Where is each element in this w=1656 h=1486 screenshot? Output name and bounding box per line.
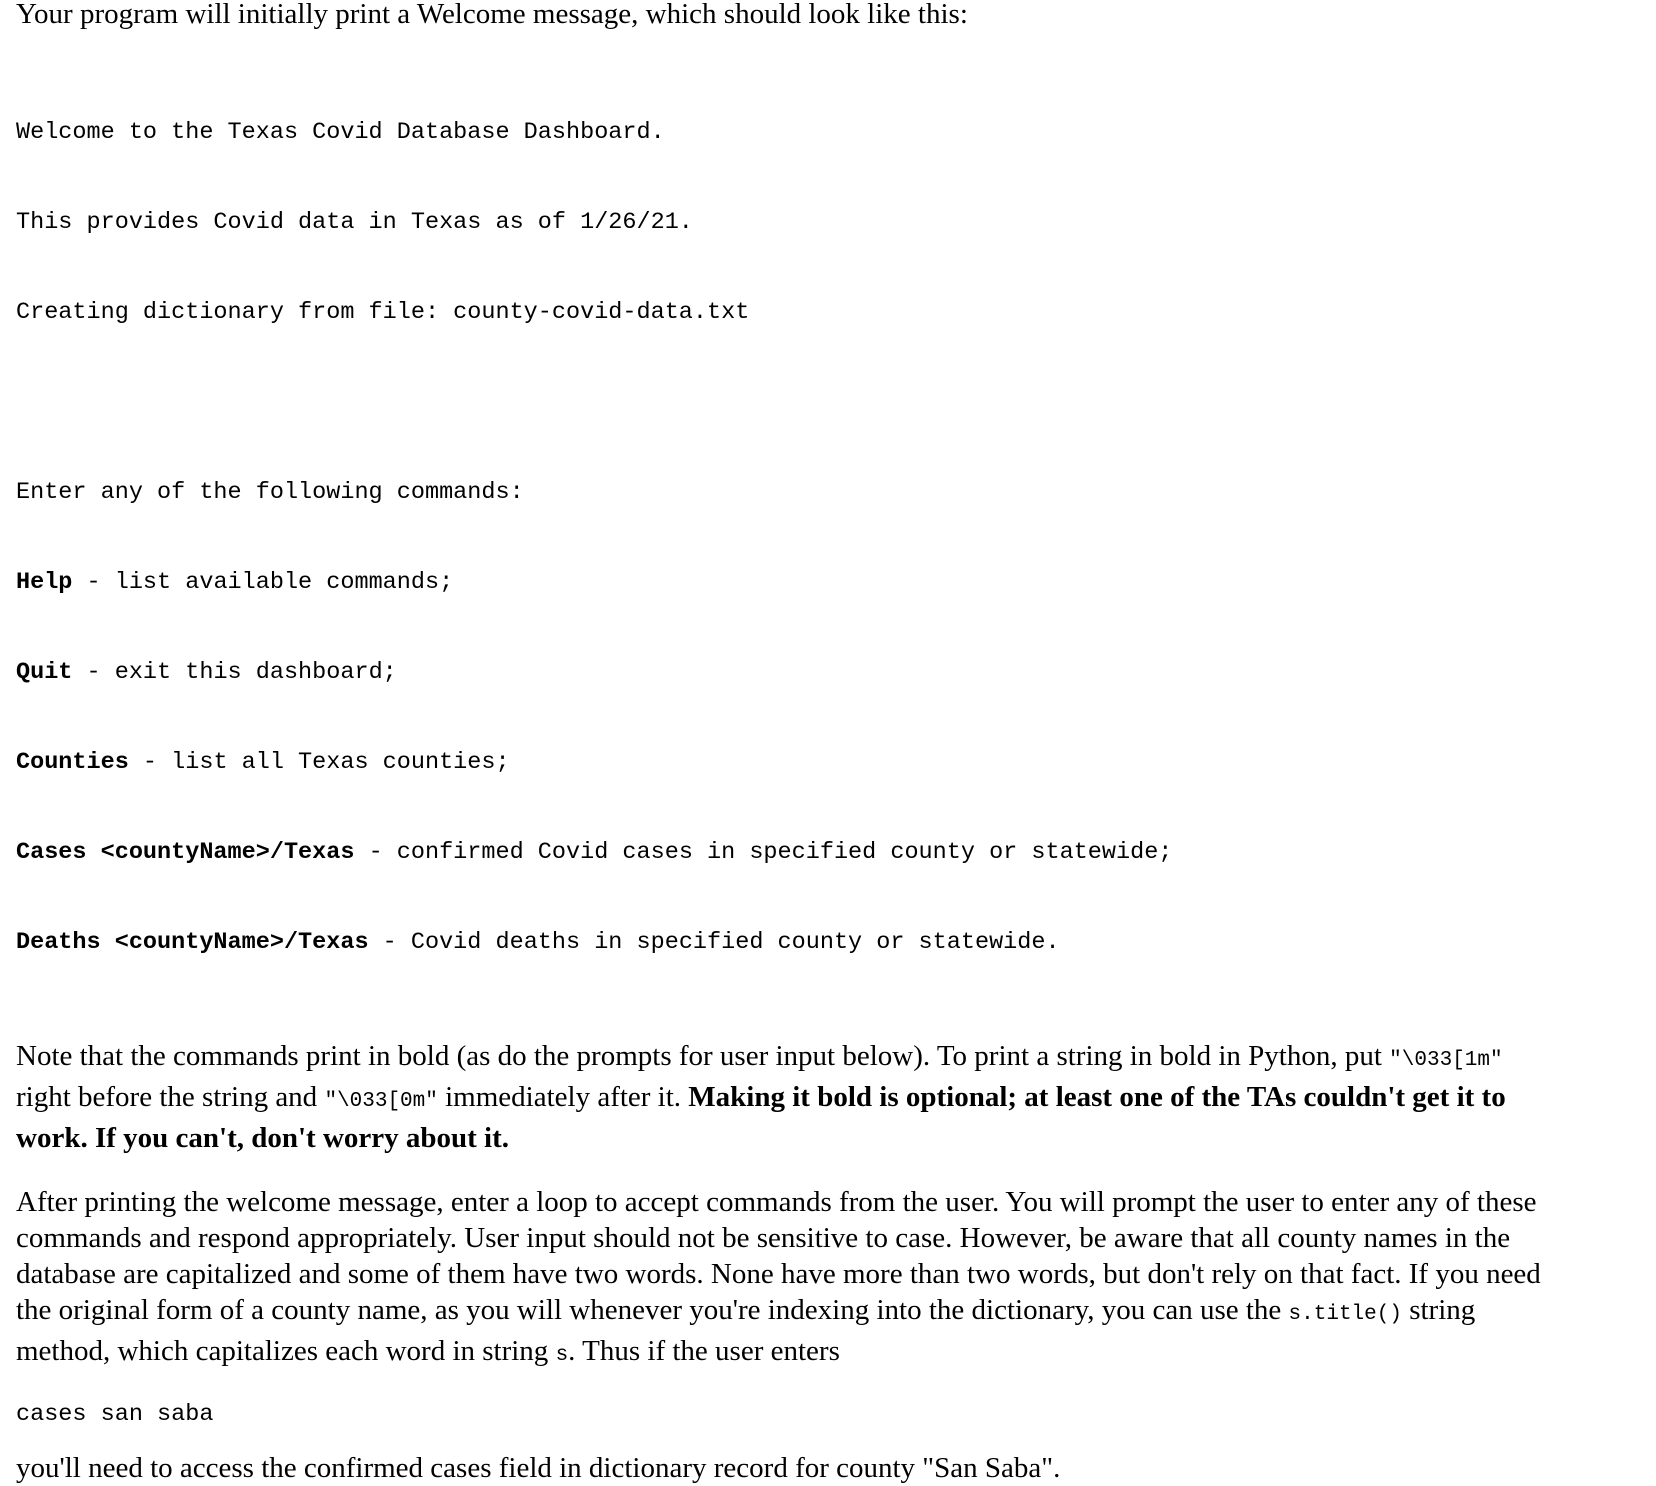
loop-text: . Thus if the user enters bbox=[568, 1335, 840, 1367]
command-name: Quit bbox=[16, 659, 73, 686]
command-desc: - exit this dashboard; bbox=[72, 659, 397, 686]
command-counties bbox=[16, 748, 1652, 778]
inline-code: s.title() bbox=[1288, 1303, 1402, 1326]
welcome-line: Welcome to the Texas Covid Database Dashboard. bbox=[16, 119, 665, 146]
command-cases bbox=[16, 838, 1652, 868]
inline-code: "\033[0m" bbox=[324, 1090, 438, 1113]
command-desc: - list all Texas counties; bbox=[128, 749, 510, 776]
closing-text: you'll need to access the confirmed cases field in dictionary record for county "San Saba". bbox=[16, 1452, 1061, 1484]
commands-header: Enter any of the following commands: bbox=[16, 479, 524, 506]
example-input: cases san saba bbox=[16, 1401, 214, 1428]
note-text: right before the string and bbox=[16, 1081, 325, 1113]
command-desc: - confirmed Covid cases in specified county or statewide; bbox=[354, 839, 1173, 866]
command-quit bbox=[16, 658, 1652, 688]
command-deaths bbox=[16, 928, 1652, 958]
blank-line bbox=[16, 388, 1652, 418]
command-name: Counties bbox=[16, 749, 129, 776]
command-name: Deaths <countyName>/Texas bbox=[16, 929, 369, 956]
welcome-message-block bbox=[16, 58, 1652, 1018]
note-text: Note that the commands print in bold (as do the prompts for user input below). To print a string in bold in Python, put bbox=[16, 1040, 1390, 1072]
note-paragraph bbox=[16, 1038, 1556, 1156]
command-help bbox=[16, 568, 1652, 598]
loop-text: string method, which capitalizes each word in string bbox=[16, 1294, 1476, 1367]
command-name: Help bbox=[16, 569, 73, 596]
inline-code: "\033[1m" bbox=[1389, 1049, 1503, 1072]
loop-text: After printing the welcome message, enter a loop to accept commands from the user. You will prompt the user to enter any of these commands and respond appropriately. User input should not be sensitive to case. However, be aware that all county names in the database are capitalized and some of them have two words. None have more than two words, but don't rely on that fact. If you need the original form of a county name, as you will whenever you're indexing into the dictionary, you can use the bbox=[16, 1186, 1541, 1326]
command-name: Cases <countyName>/Texas bbox=[16, 839, 355, 866]
document-page bbox=[16, 0, 1652, 1486]
note-bold-text: Making it bold is optional; at least one of the TAs couldn't get it to work. If you can't, don't worry about it. bbox=[16, 1081, 1506, 1154]
welcome-line: Creating dictionary from file: county-covid-data.txt bbox=[16, 299, 750, 326]
intro-text: Your program will initially print a Welcome message, which should look like this: bbox=[16, 0, 968, 30]
inline-code: s bbox=[555, 1344, 569, 1367]
welcome-line: This provides Covid data in Texas as of 1/26/21. bbox=[16, 209, 693, 236]
loop-paragraph bbox=[16, 1184, 1576, 1374]
command-desc: - Covid deaths in specified county or statewide. bbox=[368, 929, 1060, 956]
example-input-block bbox=[16, 1400, 1652, 1430]
command-desc: - list available commands; bbox=[72, 569, 454, 596]
note-text: immediately after it. bbox=[437, 1081, 689, 1113]
